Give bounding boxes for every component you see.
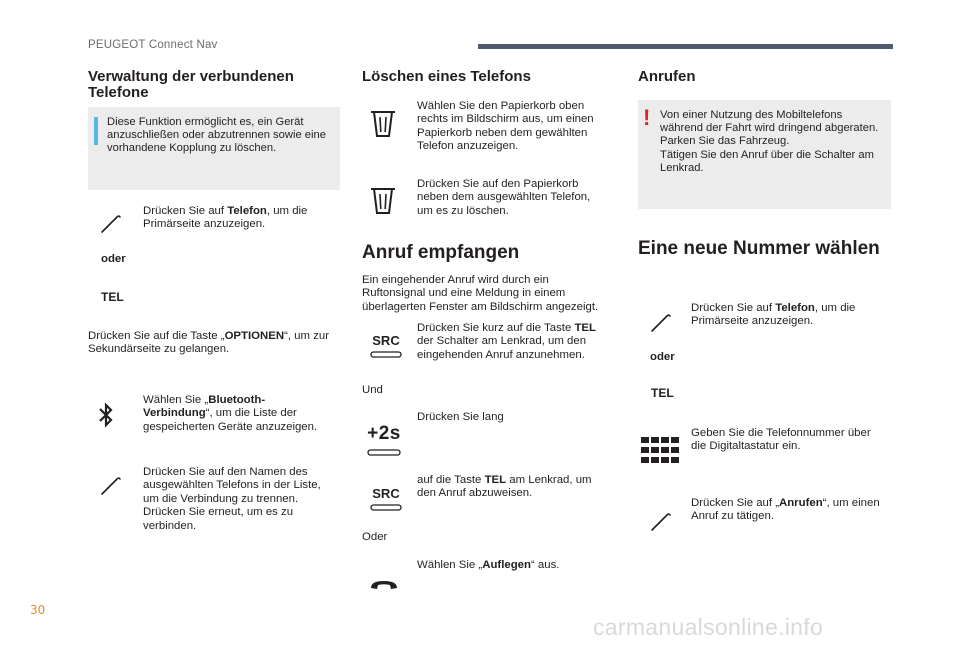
section-title-connected-phones: Verwaltung der verbundenen Telefone [88,68,294,101]
src-button-icon: SRC [368,487,404,518]
warning-text: Von einer Nutzung des Mobiltelefons während der Fahrt wird dringend abgeraten. Parken Sie das Fahrzeug. Tätigen Sie den Anruf über die Schalter am Lenkrad. [660,109,879,174]
touch-icon [100,474,122,496]
new-number-step-telefon: Drücken Sie auf Telefon, um die Primärseite anzuzeigen. [691,302,856,328]
section-title-call: Anrufen [638,68,696,85]
receive-intro: Ein eingehender Anruf wird durch ein Ruftonsignal und eine Meldung in einem überlagerten Fenster am Bildschirm angezeigt. [362,274,599,313]
delete-step-2: Drücken Sie auf den Papierkorb neben dem ausgewählten Telefon, um es zu löschen. [417,178,591,217]
bluetooth-icon [98,401,114,429]
header-bar [478,44,893,49]
accept-text: Drücken Sie kurz auf die Taste TEL der Schalter am Lenkrad, um den eingehenden Anruf anzunehmen. [417,322,596,361]
section-title-delete-phone: Löschen eines Telefons [362,68,531,85]
touch-icon [100,212,122,234]
oder-label: oder [650,351,675,363]
bluetooth-text: Wählen Sie „Bluetooth-Verbindung“, um die Liste der gespeicherten Geräte anzuzeigen. [143,394,318,433]
options-text: Drücken Sie auf die Taste „OPTIONEN“, um zur Sekundärseite zu gelangen. [88,330,329,356]
oder-label: oder [101,253,126,265]
call-text: Drücken Sie auf „Anrufen“, um einen Anruf zu tätigen. [691,497,880,523]
phone-name-text: Drücken Sie auf den Namen des ausgewählten Telefons in der Liste, um die Verbindung zu trennen. Drücken Sie erneut, um es zu verbinden. [143,466,321,532]
warning-icon: ! [643,105,651,130]
touch-icon [650,311,672,333]
src-button-icon: SRC [368,334,404,365]
page-number: 30 [30,603,46,617]
reject-text: auf die Taste TEL am Lenkrad, um den Anruf abzuweisen. [417,474,592,500]
watermark: carmanualsonline.info [593,614,824,640]
section-title-receive-call: Anruf empfangen [362,242,520,263]
trash-icon [370,110,396,138]
trash-icon [370,187,396,215]
section-title-new-number: Eine neue Nummer wählen [638,238,880,259]
header-title: PEUGEOT Connect Nav [88,39,218,51]
keypad-icon [641,437,681,465]
und-label: Und [362,384,383,396]
delete-step-1: Wählen Sie den Papierkorb oben rechts im Bildschirm aus, um einen Papierkorb neben dem gewählten Telefon anzuzeigen. [417,100,594,153]
touch-icon [650,510,672,532]
oder-label-2: Oder [362,531,388,543]
long-press-text: Drücken Sie lang [417,411,504,423]
info-text: Diese Funktion ermöglicht es, ein Gerät anzuschließen oder abzutrennen sowie eine vorhandene Kopplung zu löschen. [107,116,326,155]
hang-up-icon [369,578,399,592]
keypad-text: Geben Sie die Telefonnummer über die Digitaltastatur ein. [691,427,871,453]
long-press-2s-icon: +2s [363,424,405,462]
warning-box [638,100,891,209]
info-box [88,107,340,190]
hangup-text: Wählen Sie „Auflegen“ aus. [417,559,560,571]
tel-button-label: TEL [101,290,124,304]
tel-button-label: TEL [651,386,674,400]
step-telefon-text: Drücken Sie auf Telefon, um die Primärseite anzuzeigen. [143,205,308,231]
info-icon [94,117,98,145]
